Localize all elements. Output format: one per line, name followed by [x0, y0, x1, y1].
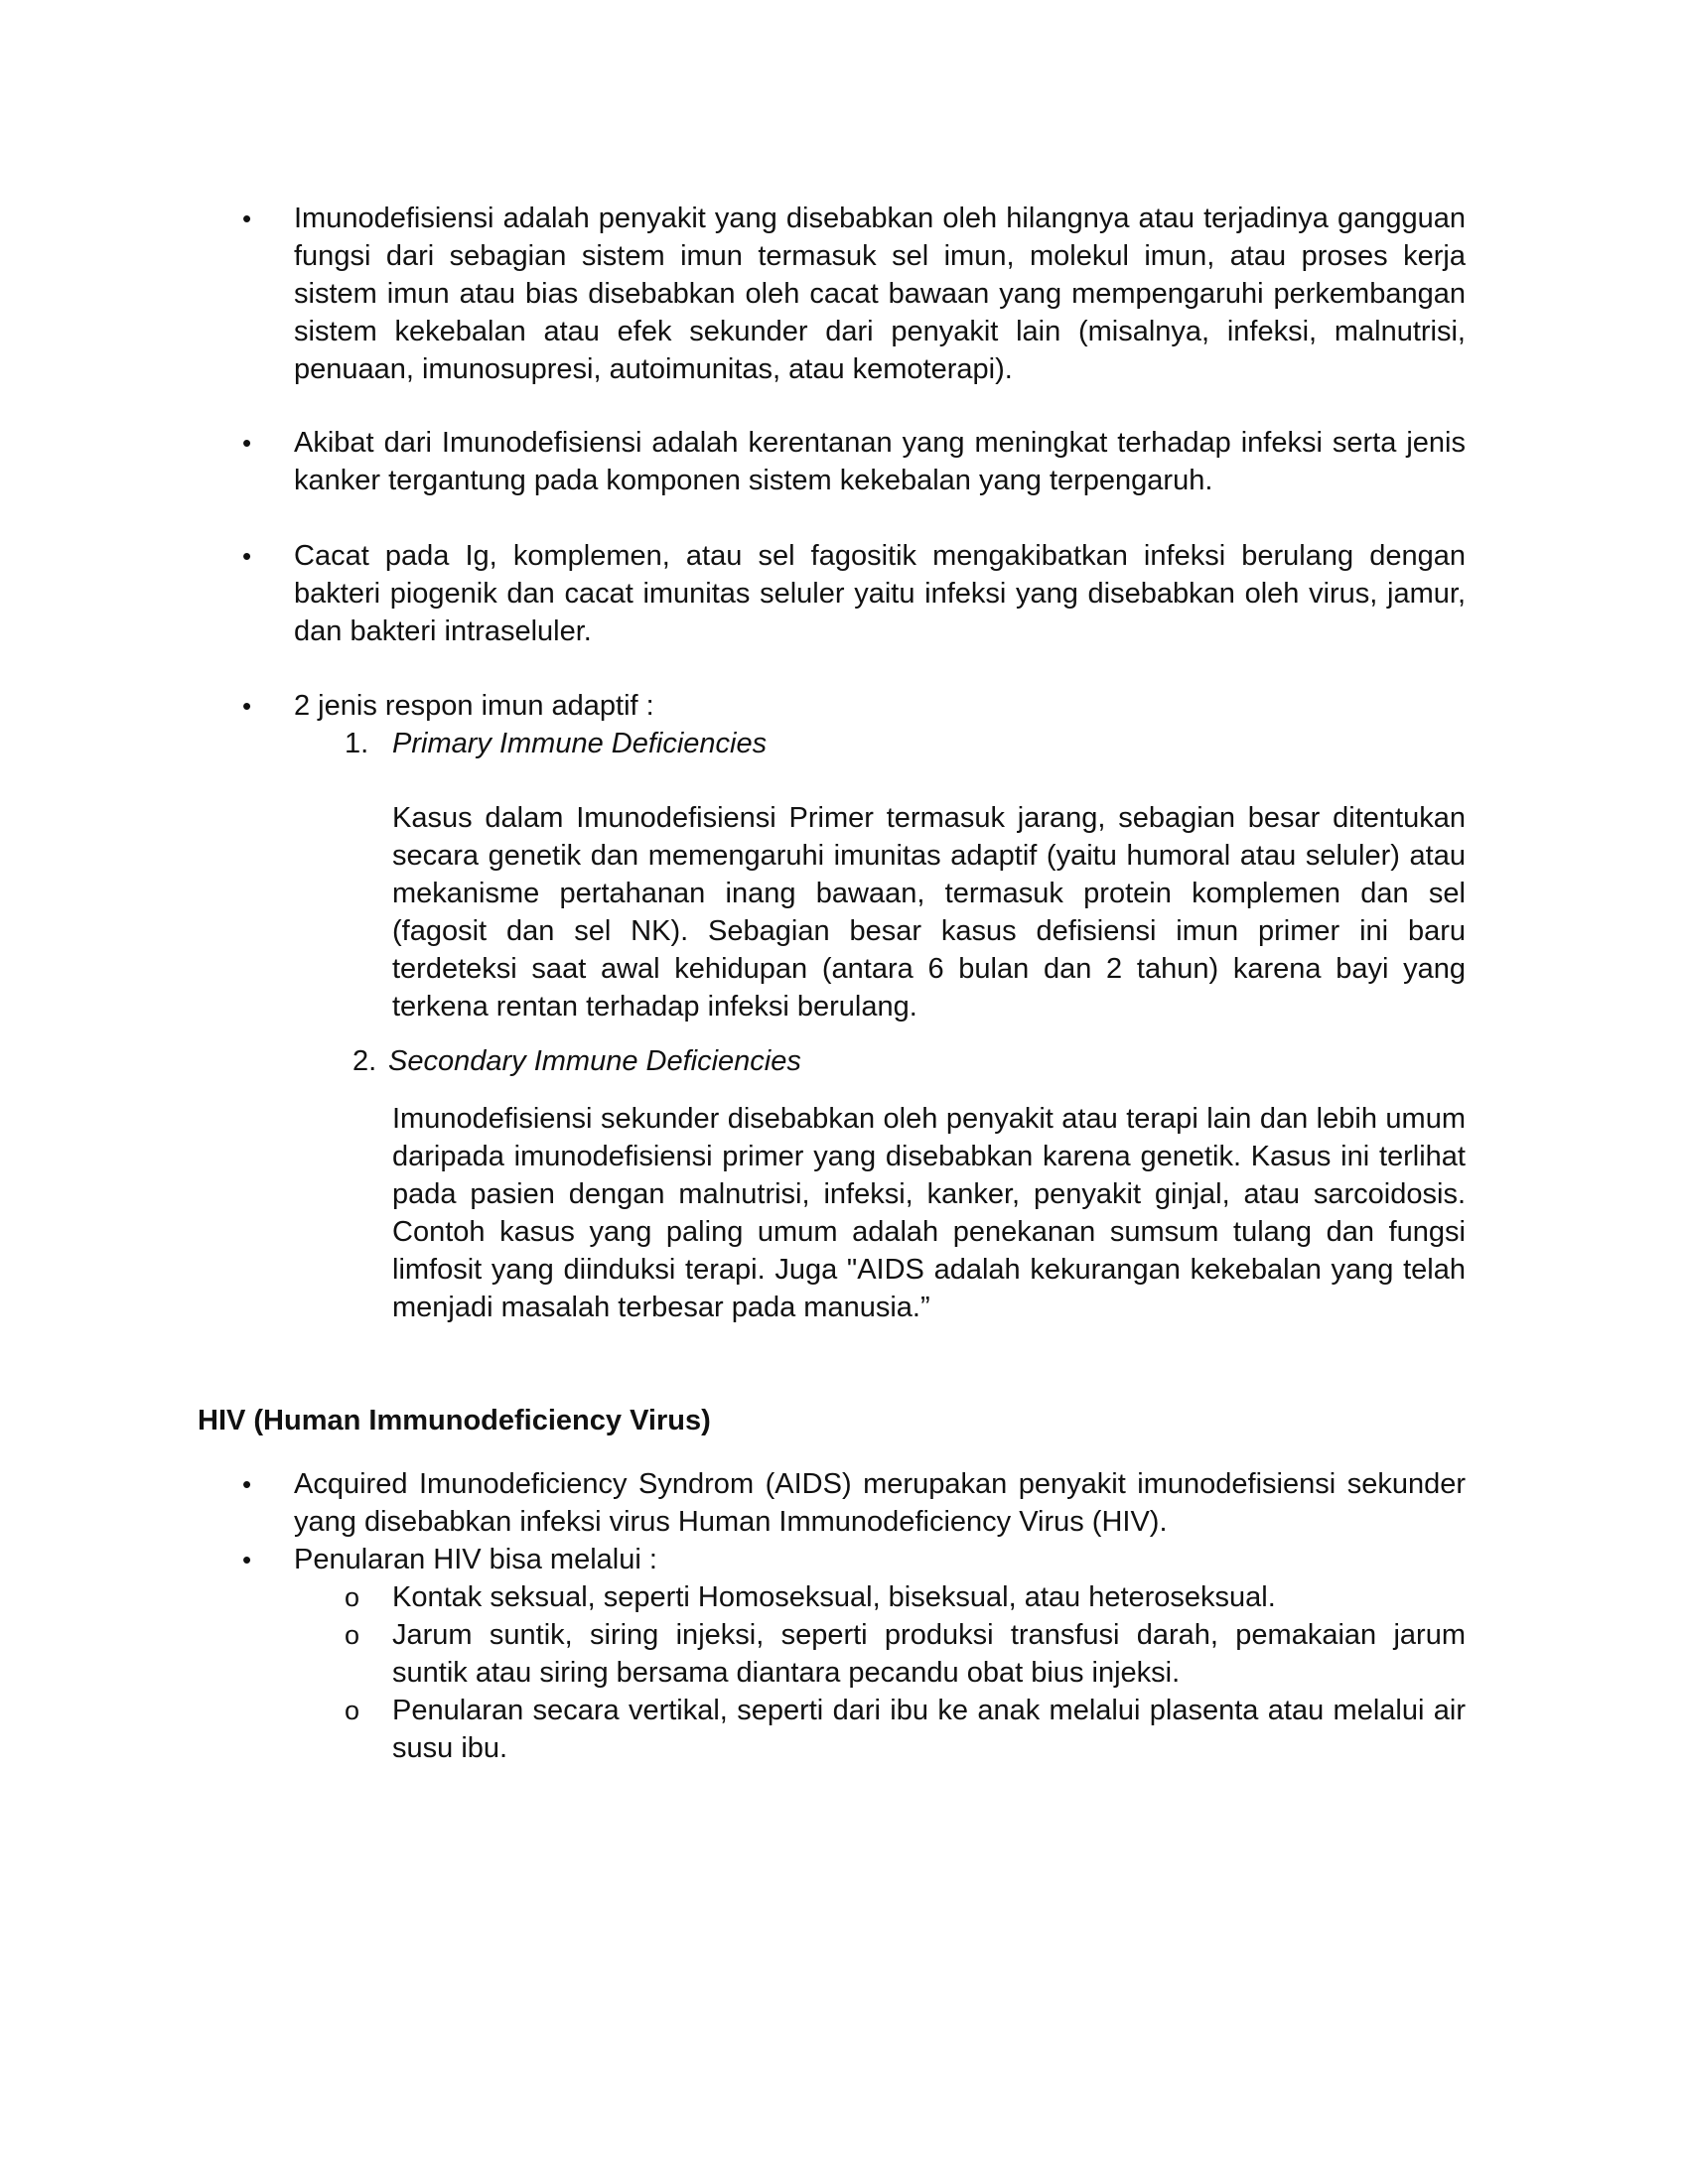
primary-immune-description: Kasus dalam Imunodefisiensi Primer termasuk jarang, sebagian besar ditentukan secara genetik dan memengaruhi imunitas adaptif (yaitu humoral atau seluler) atau mekanisme pertahanan inang bawaan, termasuk protein komplemen dan sel (fagosit dan sel NK). Sebagian besar kasus defisiensi imun primer ini baru terdeteksi saat awal kehidupan (antara 6 bulan dan 2 tahun) karena bayi yang terkena rentan terhadap infeksi berulang. [392, 802, 1466, 1023]
bullet-marker: • [242, 691, 252, 721]
hiv-heading: HIV (Human Immunodeficiency Virus) [198, 1405, 711, 1436]
transmission-item-2: Jarum suntik, siring injeksi, seperti produksi transfusi darah, pemakaian jarum suntik atau siring bersama diantara pecandu obat bius injeksi. [392, 1619, 1466, 1689]
hiv-bullet-1: Acquired Imunodeficiency Syndrom (AIDS) merupakan penyakit imunodefisiensi sekunder yang disebabkan infeksi virus Human Immunodeficiency Virus (HIV). [294, 1468, 1466, 1538]
intro-bullet-4: 2 jenis respon imun adaptif : [294, 690, 654, 722]
circle-marker: o [345, 1620, 360, 1650]
transmission-item-1: Kontak seksual, seperti Homoseksual, biseksual, atau heteroseksual. [392, 1581, 1276, 1613]
circle-marker: o [345, 1582, 360, 1612]
bullet-marker: • [242, 541, 252, 571]
secondary-immune-title: Secondary Immune Deficiencies [388, 1045, 801, 1077]
list-number-1: 1. [345, 728, 369, 759]
hiv-bullet-2: Penularan HIV bisa melalui : [294, 1544, 657, 1575]
intro-bullet-3: Cacat pada Ig, komplemen, atau sel fagositik mengakibatkan infeksi berulang dengan bakteri piogenik dan cacat imunitas seluler yaitu infeksi yang disebabkan oleh virus, jamur, dan bakteri intraseluler. [294, 540, 1466, 647]
transmission-item-3: Penularan secara vertikal, seperti dari ibu ke anak melalui plasenta atau melalui air susu ibu. [392, 1695, 1466, 1764]
intro-bullet-1: Imunodefisiensi adalah penyakit yang disebabkan oleh hilangnya atau terjadinya gangguan fungsi dari sebagian sistem imun termasuk sel imun, molekul imun, atau proses kerja sistem imun atau bias disebabkan oleh cacat bawaan yang mempengaruhi perkembangan sistem kekebalan atau efek sekunder dari penyakit lain (misalnya, infeksi, malnutrisi, penuaan, imunosupresi, autoimunitas, atau kemoterapi). [294, 203, 1466, 385]
list-number-2: 2. [352, 1045, 377, 1077]
circle-marker: o [345, 1696, 360, 1725]
bullet-marker: • [242, 204, 252, 233]
bullet-marker: • [242, 428, 252, 458]
intro-bullet-2: Akibat dari Imunodefisiensi adalah kerentanan yang meningkat terhadap infeksi serta jenis kanker tergantung pada komponen sistem kekebalan yang terpengaruh. [294, 427, 1466, 496]
bullet-marker: • [242, 1469, 252, 1499]
primary-immune-title: Primary Immune Deficiencies [392, 728, 768, 759]
secondary-immune-description: Imunodefisiensi sekunder disebabkan oleh penyakit atau terapi lain dan lebih umum daripada imunodefisiensi primer yang disebabkan karena genetik. Kasus ini terlihat pada pasien dengan malnutrisi, infeksi, kanker, penyakit ginjal, atau sarcoidosis. Contoh kasus yang paling umum adalah penekanan sumsum tulang dan fungsi limfosit yang diinduksi terapi. Juga "AIDS adalah kekurangan kekebalan yang telah menjadi masalah terbesar pada manusia.” [392, 1103, 1466, 1323]
bullet-marker: • [242, 1545, 252, 1574]
